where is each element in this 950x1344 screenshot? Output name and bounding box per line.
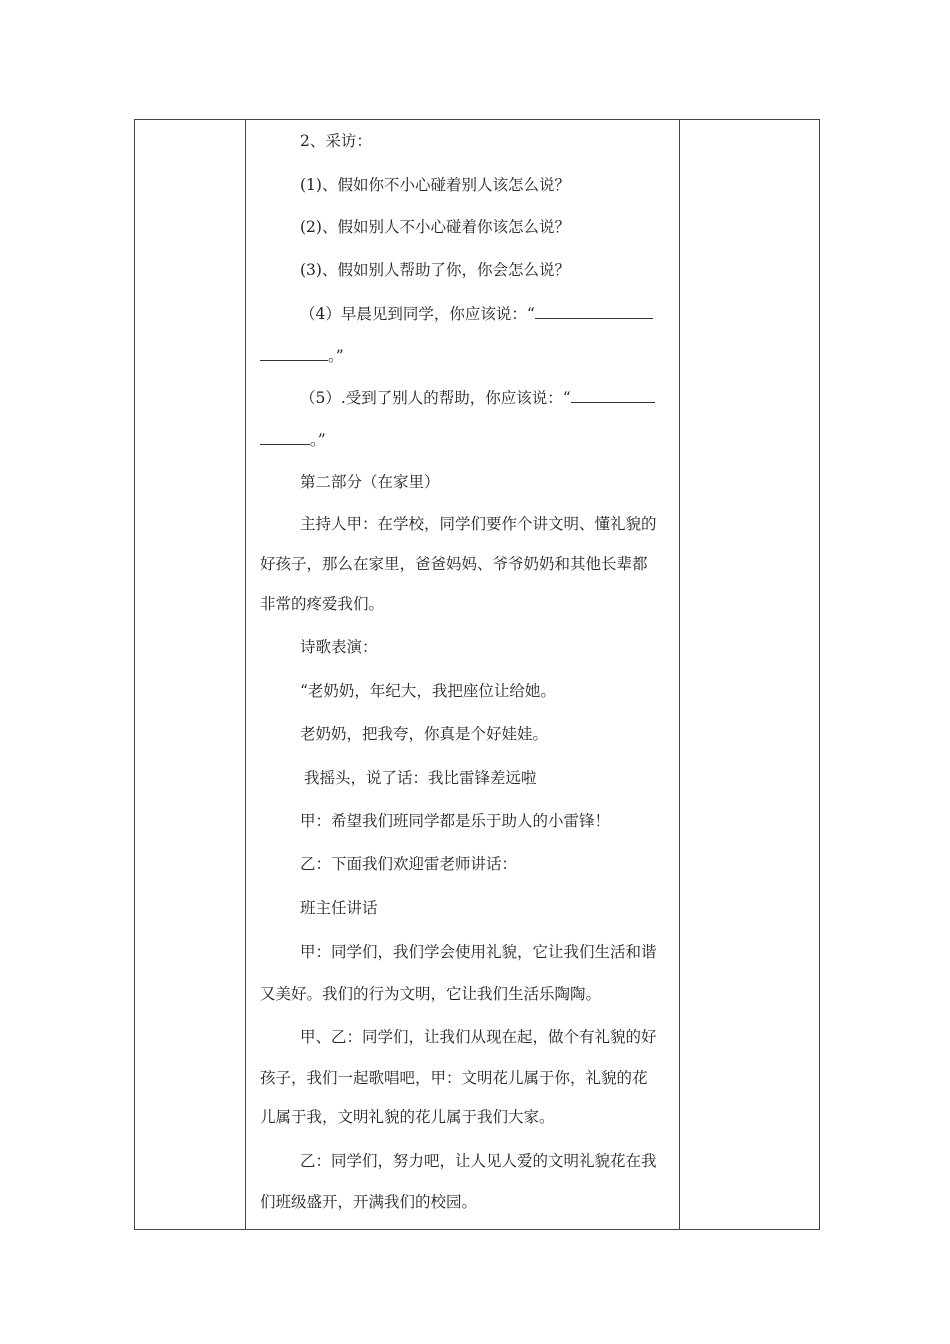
poem-line: 我摇头，说了话：我比雷锋差远啦 (304, 769, 537, 787)
text-line: (1)、假如你不小心碰着别人该怎么说？ (300, 176, 570, 194)
answer-blank (260, 430, 310, 445)
text-line: 好孩子，那么在家里，爸爸妈妈、爷爷奶奶和其他长辈都 (260, 555, 648, 573)
table-column-divider-right (679, 120, 680, 1229)
text-line: (2)、假如别人不小心碰着你该怎么说？ (300, 218, 570, 236)
answer-blank (571, 388, 655, 403)
text-line: 2、采访： (300, 132, 372, 150)
text-line: （5）.受到了别人的帮助，你应该说：“ (300, 389, 571, 407)
question-line (260, 430, 670, 450)
question-line (260, 346, 670, 366)
answer-blank (535, 304, 653, 319)
text-line: 班主任讲话 (300, 899, 378, 917)
text-line: 们班级盛开，开满我们的校园。 (260, 1193, 478, 1211)
text-line: 甲：希望我们班同学都是乐于助人的小雷锋！ (300, 812, 611, 830)
text-line: 儿属于我，文明礼貌的花儿属于我们大家。 (260, 1108, 555, 1126)
section-heading: 第二部分（在家里） (300, 473, 440, 491)
answer-blank (260, 346, 328, 361)
poem-line: 老奶奶，把我夸，你真是个好娃娃。 (300, 725, 549, 743)
text-line: 乙：下面我们欢迎雷老师讲话： (300, 855, 518, 873)
text-line: 又美好。我们的行为文明，它让我们生活乐陶陶。 (260, 985, 602, 1003)
text-line: (3)、假如别人帮助了你，你会怎么说？ (300, 261, 570, 279)
text-line: 甲：同学们，我们学会使用礼貌，它让我们生活和谐 (300, 943, 657, 961)
text-line: 。” (328, 347, 344, 365)
question-line (300, 304, 710, 324)
poem-line: “老奶奶，年纪大，我把座位让给她。 (300, 682, 556, 700)
table-column-divider-left (245, 120, 246, 1229)
text-line: 非常的疼爱我们。 (260, 595, 385, 613)
text-line: 诗歌表演： (300, 638, 378, 656)
text-line: 。” (310, 431, 326, 449)
text-line: 甲、乙：同学们，让我们从现在起，做个有礼貌的好 (300, 1028, 657, 1046)
text-line: 孩子，我们一起歌唱吧，甲：文明花儿属于你，礼貌的花 (260, 1069, 648, 1087)
text-line: 乙：同学们，努力吧，让人见人爱的文明礼貌花在我 (300, 1152, 657, 1170)
text-line: 主持人甲：在学校，同学们要作个讲文明、懂礼貌的 (300, 515, 657, 533)
text-line: （4）早晨见到同学，你应该说：“ (300, 305, 535, 323)
document-table (134, 119, 820, 1230)
question-line (300, 388, 710, 408)
